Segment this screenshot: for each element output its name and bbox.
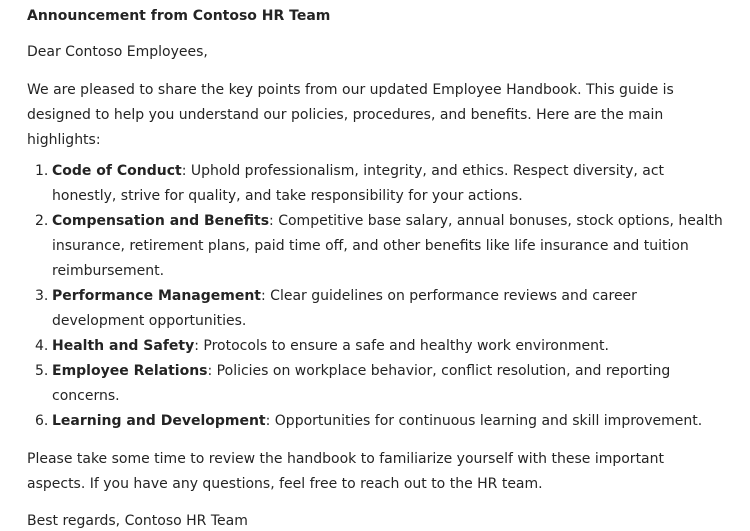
list-item-text: : Policies on workplace behavior, conflict resolution, and reporting concerns. [52,363,671,404]
signoff: Best regards, Contoso HR Team [27,513,248,529]
announcement-title: Announcement from Contoso HR Team [27,8,331,24]
list-item [27,409,727,434]
greeting: Dear Contoso Employees, [27,44,208,60]
intro-paragraph: We are pleased to share the key points from our updated Employee Handbook. This guide is designed to help you understand our policies, procedures, and benefits. Here are the main highlights: [27,82,674,148]
list-item [27,159,727,209]
closing-paragraph: Please take some time to review the handbook to familiarize yourself with these important aspects. If you have any questions, feel free to reach out to the HR team. [27,451,664,492]
list-item-number: 6. [35,413,49,429]
list-item-text: : Protocols to ensure a safe and healthy work environment. [194,338,609,354]
list-item [27,209,727,284]
list-item-text: : Competitive base salary, annual bonuses, stock options, health insurance, retirement plans, paid time off, and other benefits like life insurance and tuition reimbursement. [52,213,723,279]
list-item-number: 5. [35,363,49,379]
list-item-term: Performance Management [52,288,261,304]
list-item [27,334,727,359]
list-item-term: Compensation and Benefits [52,213,270,229]
list-item-number: 1. [35,163,49,179]
list-item-text: : Opportunities for continuous learning and skill improvement. [265,413,703,429]
list-item [27,284,727,334]
highlights-list [27,159,727,434]
list-item-term: Employee Relations [52,363,208,379]
list-item-term: Learning and Development [52,413,266,429]
list-item-number: 4. [35,338,49,354]
list-item-term: Health and Safety [52,338,195,354]
list-item-number: 2. [35,213,49,229]
list-item-text: : Uphold professionalism, integrity, and ethics. Respect diversity, act honestly, strive for quality, and take responsibility for your actions. [52,163,665,204]
list-item [27,359,727,409]
list-item-text: : Clear guidelines on performance reviews and career development opportunities. [52,288,637,329]
list-item-term: Code of Conduct [52,163,182,179]
list-item-number: 3. [35,288,49,304]
